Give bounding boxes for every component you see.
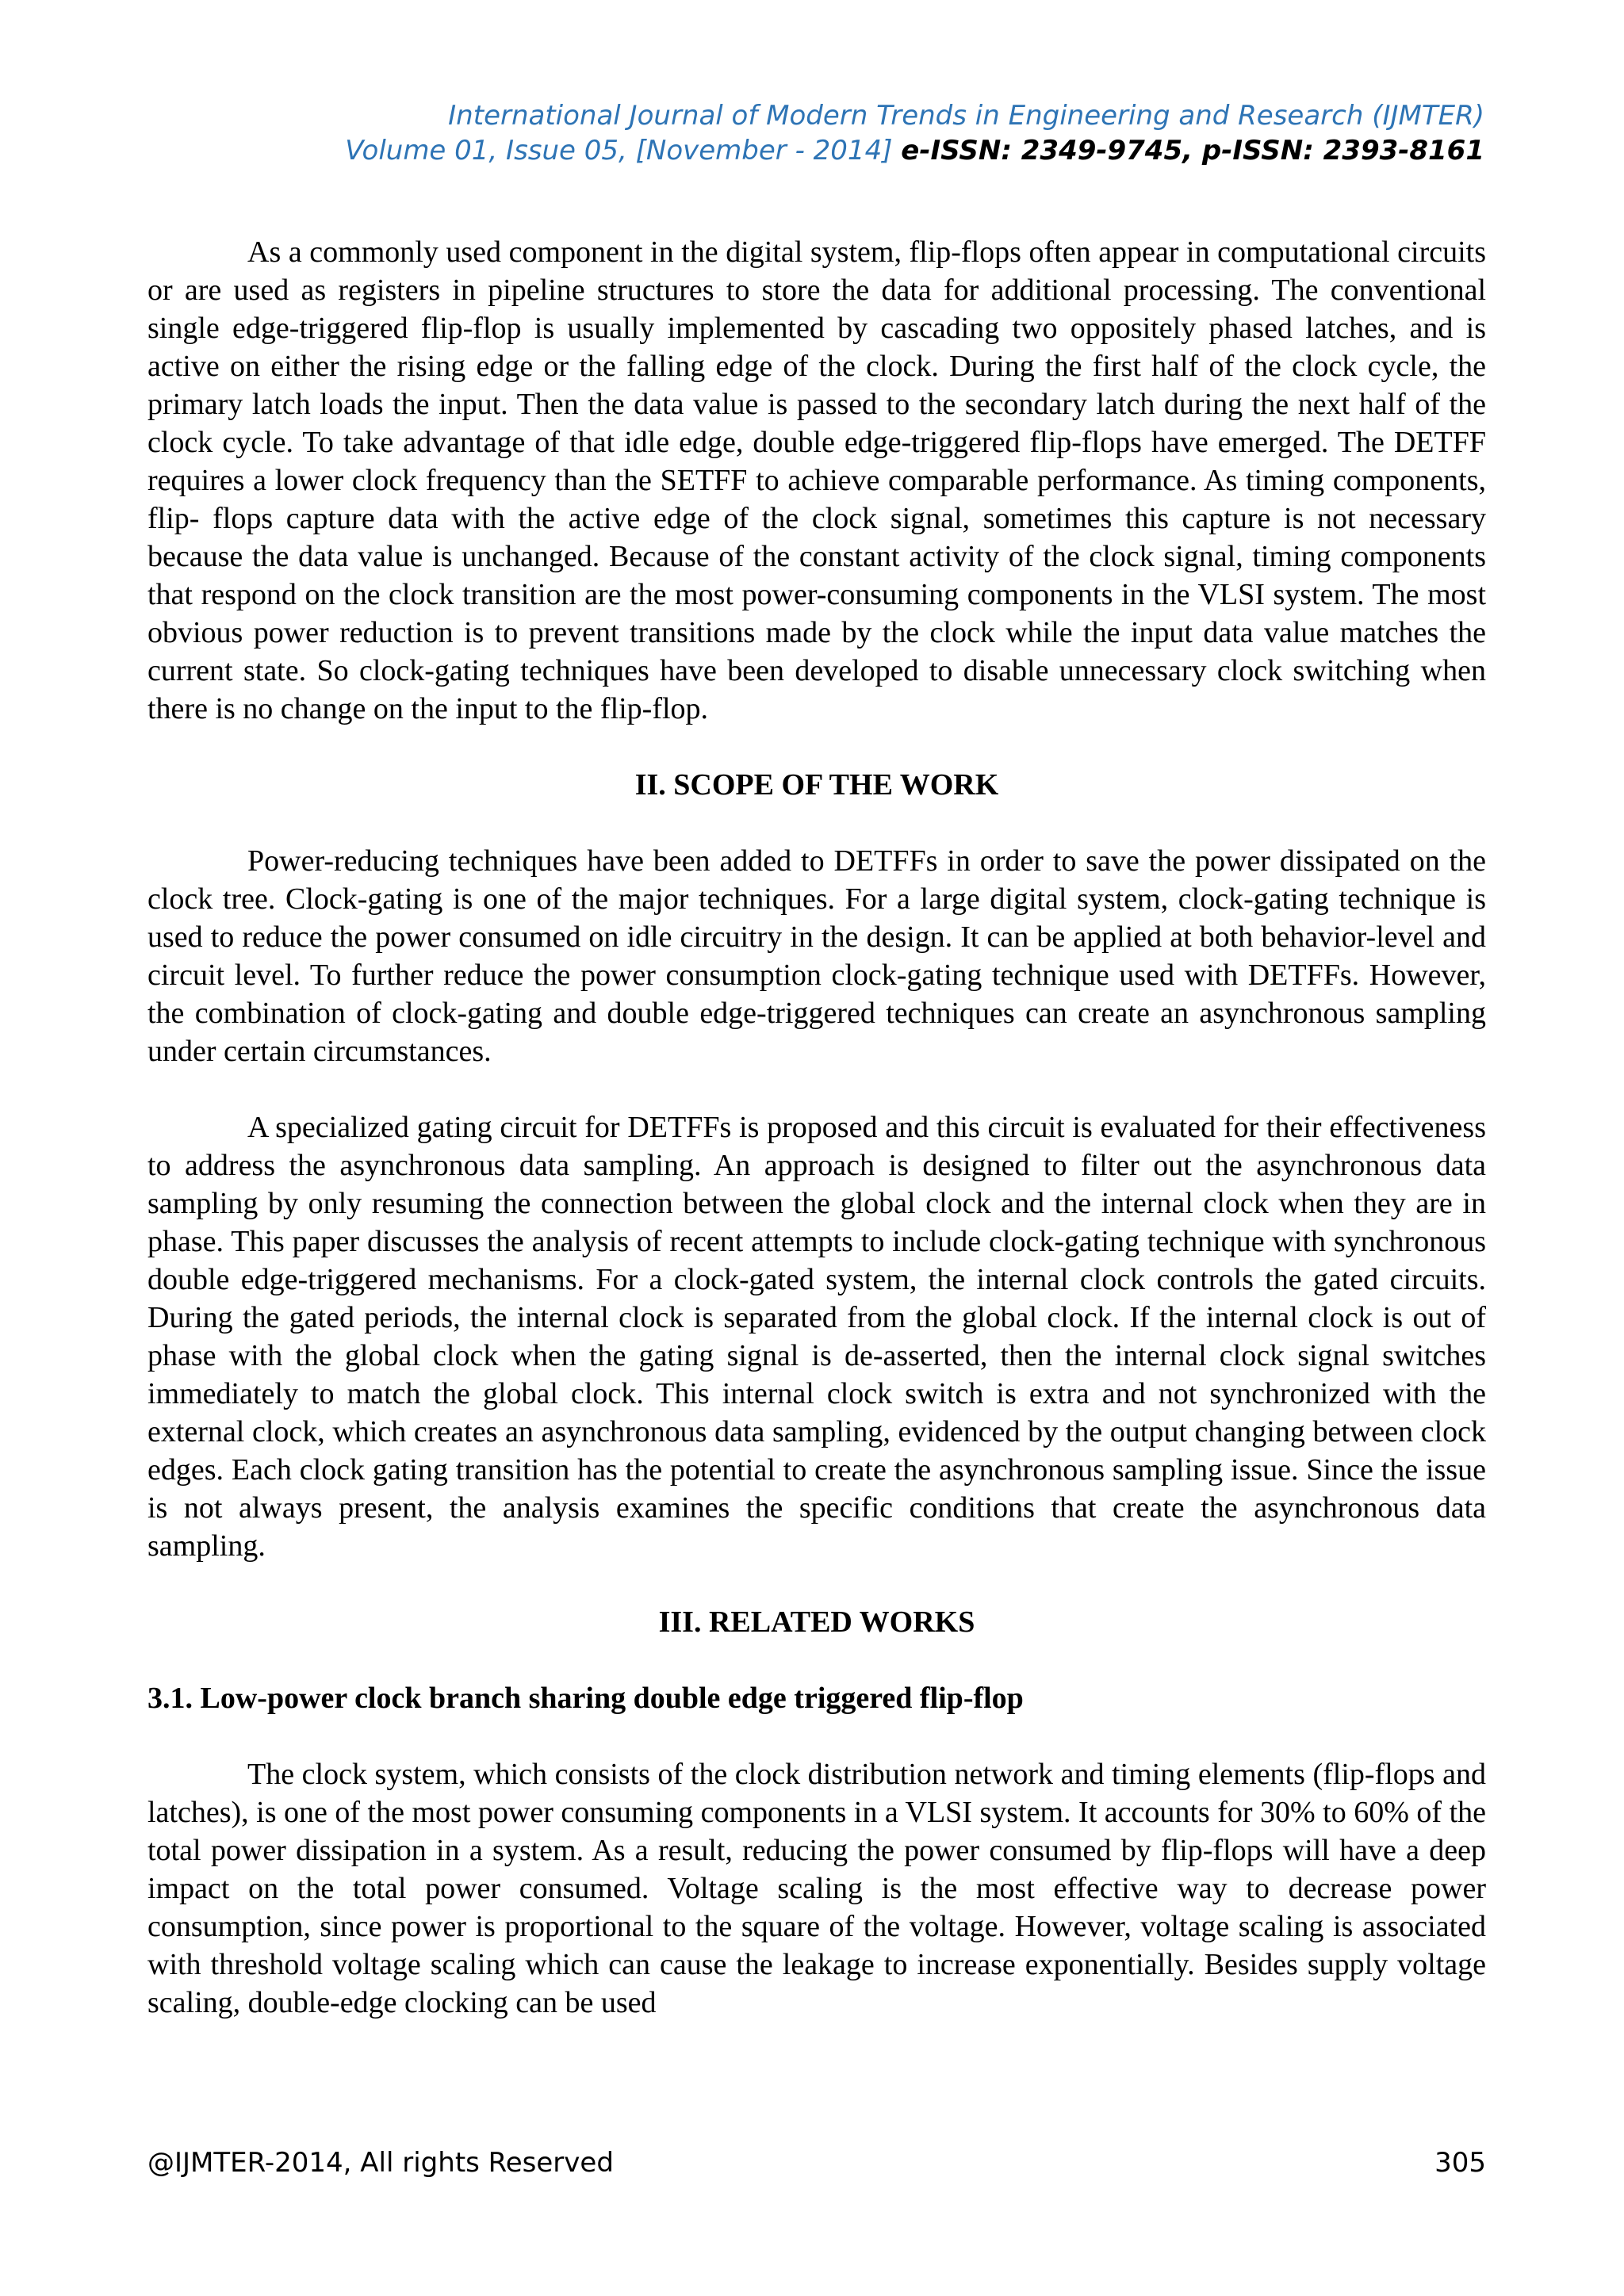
- subsection-3-1-paragraph: The clock system, which consists of the clock distribution network and timing elements (flip-flops and latches), is one of the most power consuming components in a VLSI system. It accounts for 30% to 60% of the total power dissipation in a system. As a result, reducing the power consumed by flip-flops will have a deep impact on the total power consumed. Voltage scaling is the most effective way to decrease power consumption, since power is proportional to the square of the voltage. However, voltage scaling is associated with threshold voltage scaling which can cause the leakage to increase exponentially. Besides supply voltage scaling, double-edge clocking can be used: [147, 1758, 1486, 2019]
- journal-volume-line: [136, 133, 1484, 168]
- page-number: 305: [1434, 2147, 1486, 2179]
- journal-volume: Volume 01, Issue 05, [November - 2014]: [345, 135, 893, 166]
- journal-issn: e-ISSN: 2349-9745, p-ISSN: 2393-8161: [901, 135, 1484, 166]
- paper-body: [147, 233, 1486, 2060]
- scope-paragraph-1: Power-reducing techniques have been added to DETFFs in order to save the power dissipated on the clock tree. Clock-gating is one of the major techniques. For a large digital system, clock-gating technique is used to reduce the power consumed on idle circuitry in the design. It can be applied at both behavior-level and circuit level. To further reduce the power consumption clock-gating technique used with DETFFs. However, the combination of clock-gating and double edge-triggered techniques can create an asynchronous sampling under certain circumstances.: [147, 844, 1486, 1068]
- intro-paragraph: As a commonly used component in the digital system, flip-flops often appear in computational circuits or are used as registers in pipeline structures to store the data for additional processing. The conventional single edge-triggered flip-flop is usually implemented by cascading two oppositely phased latches, and is active on either the rising edge or the falling edge of the clock. During the first half of the clock cycle, the primary latch loads the input. Then the data value is passed to the secondary latch during the next half of the clock cycle. To take advantage of that idle edge, double edge-triggered flip-flops have emerged. The DETFF requires a lower clock frequency than the SETFF to achieve comparable performance. As timing components, flip- flops capture data with the active edge of the clock signal, sometimes this capture is not necessary because the data value is unchanged. Because of the constant activity of the clock signal, timing components that respond on the clock transition are the most power-consuming components in the VLSI system. The most obvious power reduction is to prevent transitions made by the clock while the input data value matches the current state. So clock-gating techniques have been developed to disable unnecessary clock switching when there is no change on the input to the flip-flop.: [147, 235, 1486, 725]
- subsection-heading-3-1: 3.1. Low-power clock branch sharing double edge triggered flip-flop: [147, 1682, 1024, 1715]
- footer-copyright: @IJMTER-2014, All rights Reserved: [147, 2147, 614, 2179]
- journal-title-line: International Journal of Modern Trends in Engineering and Research (IJMTER): [448, 100, 1484, 132]
- section-heading-scope: II. SCOPE OF THE WORK: [634, 768, 999, 802]
- scope-paragraph-2: A specialized gating circuit for DETFFs is proposed and this circuit is evaluated for their effectiveness to address the asynchronous data sampling. An approach is designed to filter out the asynchronous data sampling by only resuming the connection between the global clock and the internal clock when they are in phase. This paper discusses the analysis of recent attempts to include clock-gating technique with synchronous double edge-triggered mechanisms. For a clock-gated system, the internal clock controls the gated circuits. During the gated periods, the internal clock is separated from the global clock. If the internal clock is out of phase with the global clock when the gating signal is de-asserted, then the internal clock signal switches immediately to match the global clock. This internal clock switch is extra and not synchronized with the external clock, which creates an asynchronous data sampling, evidenced by the output changing between clock edges. Each clock gating transition has the potential to create the asynchronous sampling issue. Since the issue is not always present, the analysis examines the specific conditions that create the asynchronous data sampling.: [147, 1111, 1486, 1563]
- journal-header: [136, 98, 1484, 168]
- section-heading-related-works: III. RELATED WORKS: [658, 1605, 975, 1639]
